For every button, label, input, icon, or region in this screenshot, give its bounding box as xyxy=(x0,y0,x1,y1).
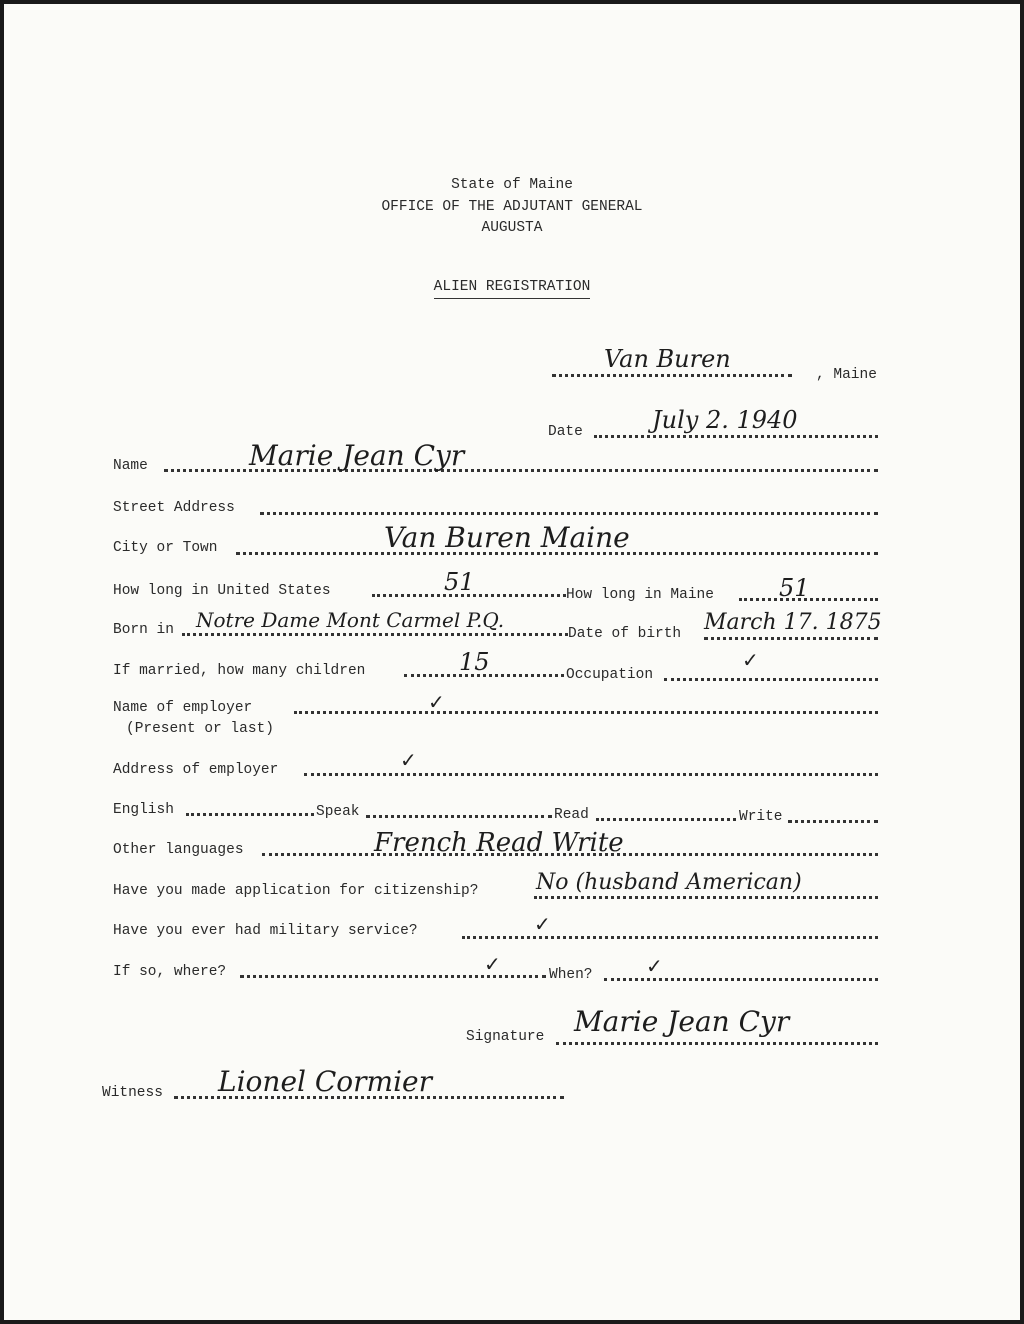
employer-address-check-icon: ✓ xyxy=(400,748,417,772)
city-heading: AUGUSTA xyxy=(481,220,543,236)
how-long-maine-entry: 51 xyxy=(779,574,810,602)
employer-sublabel: (Present or last) xyxy=(126,721,274,737)
military-check-icon: ✓ xyxy=(534,912,551,936)
city-town-entry: Van Buren Maine xyxy=(384,521,630,554)
born-in-line xyxy=(182,633,568,636)
city-town-label: City or Town xyxy=(113,540,218,556)
english-line xyxy=(186,813,314,816)
how-long-us-label: How long in United States xyxy=(113,583,331,599)
how-long-maine-label: How long in Maine xyxy=(566,587,714,603)
english-label: English xyxy=(113,802,174,818)
other-languages-label: Other languages xyxy=(113,842,244,858)
town-entry: Van Buren xyxy=(604,345,731,373)
date-of-birth-entry: March 17. 1875 xyxy=(704,610,882,635)
employer-address-line xyxy=(304,773,878,776)
date-label: Date xyxy=(548,424,583,440)
office-heading: OFFICE OF THE ADJUTANT GENERAL xyxy=(381,199,643,215)
citizenship-line xyxy=(534,896,878,899)
employer-address-label: Address of employer xyxy=(113,762,279,778)
how-long-us-entry: 51 xyxy=(444,568,475,596)
occupation-line xyxy=(664,678,878,681)
military-label: Have you ever had military service? xyxy=(113,923,418,939)
citizenship-label: Have you made application for citizenship? xyxy=(113,883,479,899)
children-entry: 15 xyxy=(459,648,490,676)
where-check-icon: ✓ xyxy=(484,952,501,976)
speak-label: Speak xyxy=(316,804,360,820)
street-line xyxy=(260,512,878,515)
children-label: If married, how many children xyxy=(113,663,366,679)
write-line xyxy=(788,820,878,823)
when-check-icon: ✓ xyxy=(646,954,663,978)
signature-label: Signature xyxy=(466,1029,545,1045)
state-heading: State of Maine xyxy=(451,177,573,193)
born-in-entry: Notre Dame Mont Carmel P.Q. xyxy=(196,608,505,632)
date-of-birth-line xyxy=(704,637,878,640)
signature-line xyxy=(556,1042,878,1045)
town-line xyxy=(552,374,792,377)
when-label: When? xyxy=(549,967,593,983)
read-label: Read xyxy=(554,807,589,823)
other-languages-entry: French Read Write xyxy=(374,828,624,858)
occupation-check-icon: ✓ xyxy=(742,648,759,672)
employer-check-icon: ✓ xyxy=(428,690,445,714)
when-line xyxy=(604,978,878,981)
form-title xyxy=(4,280,1020,295)
registration-form xyxy=(4,4,1020,1320)
employer-line xyxy=(294,711,878,714)
military-line xyxy=(462,936,878,939)
read-line xyxy=(596,818,736,821)
born-in-label: Born in xyxy=(113,622,174,638)
write-label: Write xyxy=(739,809,783,825)
name-label: Name xyxy=(113,458,148,474)
date-of-birth-label: Date of birth xyxy=(568,626,682,642)
form-title-text: ALIEN REGISTRATION xyxy=(434,279,591,299)
witness-entry: Lionel Cormier xyxy=(218,1065,432,1098)
street-label: Street Address xyxy=(113,500,235,516)
witness-label: Witness xyxy=(102,1085,163,1101)
name-entry: Marie Jean Cyr xyxy=(249,439,465,472)
speak-line xyxy=(366,815,552,818)
date-entry: July 2. 1940 xyxy=(652,406,798,434)
occupation-label: Occupation xyxy=(566,667,654,683)
maine-suffix: , Maine xyxy=(816,367,877,383)
date-line xyxy=(594,435,878,438)
signature-entry: Marie Jean Cyr xyxy=(574,1005,790,1038)
where-label: If so, where? xyxy=(113,964,227,980)
employer-label: Name of employer xyxy=(113,700,253,716)
citizenship-entry: No (husband American) xyxy=(536,870,802,895)
